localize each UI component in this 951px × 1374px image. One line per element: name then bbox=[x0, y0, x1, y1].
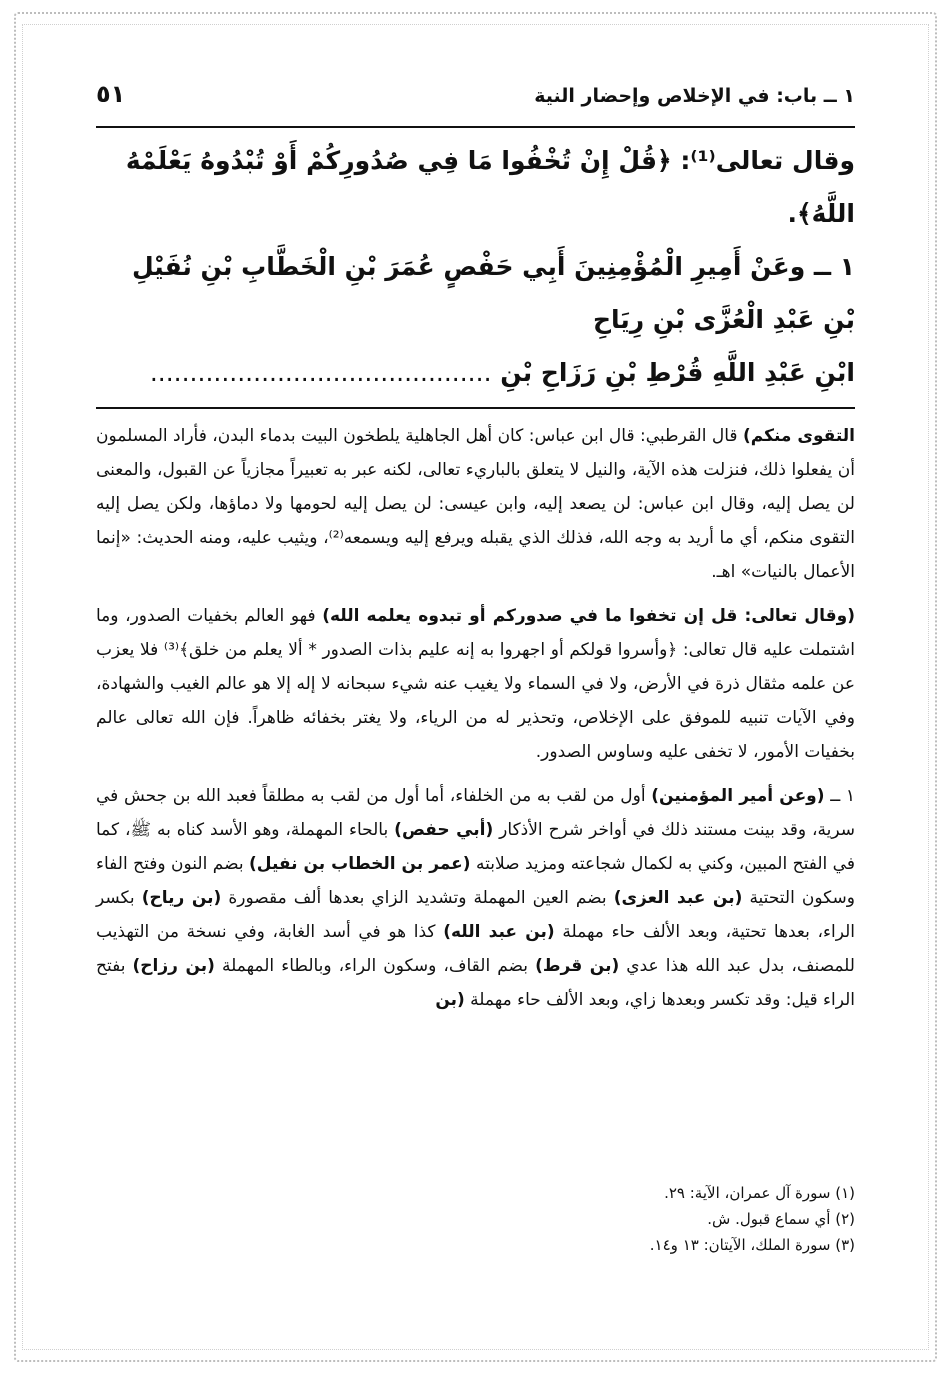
commentary-term: (عمر بن الخطاب بن نفيل) bbox=[249, 854, 471, 874]
commentary-number: ١ ــ bbox=[824, 786, 855, 806]
running-header bbox=[96, 80, 855, 128]
main-text bbox=[96, 134, 855, 399]
commentary-text: بالحاء المهملة، وهو الأسد كناه به ﷺ، كما في الفتح المبين، وكني به لكمال شجاعته ومزيد صلابته bbox=[96, 820, 855, 874]
commentary-term: (بن عبد العزى) bbox=[613, 888, 743, 908]
commentary-paragraph-3 bbox=[96, 779, 855, 1017]
commentary-term: (بن رياح) bbox=[141, 888, 222, 908]
commentary-paragraph-1 bbox=[96, 419, 855, 589]
commentary-text: كذا هو في أسد الغابة، وفي نسخة من التهذيب للمصنف، بدل عبد الله هذا عدي bbox=[96, 922, 855, 976]
footnote-1: (١) سورة آل عمران، الآية: ٢٩. bbox=[664, 1184, 855, 1202]
commentary bbox=[96, 419, 855, 1017]
commentary-text: بفتح الراء قيل: وقد تكسر وبعدها زاي، وبعد الألف حاء مهملة bbox=[96, 956, 855, 1010]
commentary-term: (بن bbox=[435, 990, 465, 1010]
footnotes bbox=[96, 1180, 855, 1258]
commentary-text: قال القرطبي: قال ابن عباس: كان أهل الجاهلية يلطخون البيت بدماء البدن، فأراد المسلمون أن يفعلوا ذلك، فنزلت هذه الآية، والنيل لا يتعلق بالباريء تعالى، لكنه عبر به تعبيراً مجازياً عن القبول، والمعنى لن يصل إليه، وقال ابن عباس: لن يصعد إليه، وابن عيسى: لن يصل إليه لحومها ولا دماؤها، ولكن يصل إليه التقوى منكم، أي ما أريد به وجه الله، فذلك الذي يقبله ويرفع إليه ويسمعه⁽²⁾، ويثيب عليه، ومنه الحديث: «إنما الأعمال بالنيات» اهـ. bbox=[96, 426, 855, 582]
commentary-text: بضم النون وفتح الفاء وسكون التحتية bbox=[96, 854, 855, 908]
hadith-continuation-dots: ........................................... bbox=[149, 358, 492, 387]
chapter-title: ١ ــ باب: في الإخلاص وإحضار النية bbox=[534, 85, 855, 107]
commentary-text: بكسر الراء، بعدها تحتية، وبعد الألف حاء مهملة bbox=[96, 888, 855, 942]
commentary-term: (بن قرط) bbox=[535, 956, 620, 976]
commentary-term: (بن رزاح) bbox=[132, 956, 215, 976]
footnote-2: (٢) أي سماع قبول. ش. bbox=[707, 1210, 855, 1228]
commentary-text: بضم القاف، وسكون الراء، وبالطاء المهملة bbox=[214, 956, 536, 976]
commentary-term: (وعن أمير المؤمنين) bbox=[651, 786, 825, 806]
hadith-line-1: ١ ــ وعَنْ أَمِيرِ الْمُؤْمِنِينَ أَبِي حَفْصٍ عُمَرَ بْنِ الْخَطَّابِ بْنِ نُفَيْلِ بْنِ عَبْدِ الْعُزَّى بْنِ رِيَاحِ bbox=[131, 252, 855, 334]
commentary-term: التقوى منكم) bbox=[742, 426, 856, 446]
commentary-term: (أبي حفص) bbox=[394, 820, 494, 840]
hadith-line-2 bbox=[96, 346, 855, 399]
page-content bbox=[96, 80, 855, 1027]
commentary-text: بضم العين المهملة وتشديد الزاي بعدها ألف مقصورة bbox=[221, 888, 614, 908]
commentary-text: أول من لقب به من الخلفاء، أما أول من لقب به مطلقاً فعبد الله بن جحش في سرية، وقد بينت مستند ذلك في أواخر شرح الأذكار bbox=[96, 786, 855, 840]
commentary-paragraph-2 bbox=[96, 599, 855, 769]
footnote-3: (٣) سورة الملك، الآيتان: ١٣ و١٤. bbox=[649, 1236, 855, 1254]
verse-line: وقال تعالى⁽¹⁾: ﴿قُلْ إِنْ تُخْفُوا مَا فِي صُدُورِكُمْ أَوْ تُبْدُوهُ يَعْلَمْهُ اللَّهُ﴾. bbox=[125, 146, 855, 228]
commentary-text: فهو العالم بخفيات الصدور، وما اشتملت عليه قال تعالى: ﴿وأسروا قولكم أو اجهروا به إنه عليم بذات الصدور * ألا يعلم من خلق﴾⁽³⁾ فلا يعزب عن علمه مثقال ذرة في الأرض، ولا في السماء ولا يغيب عنه شيء سبحانه لا إله إلا هو عالم الغيب والشهادة، وفي الآيات تنبيه للموفق على الإخلاص، وتحذير له من الرياء، ولا يغتر بخفائه ظاهراً. فإن الله تعالى عالم بخفيات الأمور، لا تخفى عليه وساوس الصدور. bbox=[96, 606, 855, 762]
hadith-line-2-text: ابْنِ عَبْدِ اللَّهِ قُرْطِ بْنِ رَزَاحِ بْنِ bbox=[500, 358, 855, 387]
commentary-term: (بن عبد الله) bbox=[443, 922, 555, 942]
commentary-term: (وقال تعالى: قل إن تخفوا ما في صدوركم أو تبدوه يعلمه الله) bbox=[322, 606, 855, 626]
page-number: ٥١ bbox=[96, 80, 126, 108]
text-divider bbox=[96, 407, 855, 409]
